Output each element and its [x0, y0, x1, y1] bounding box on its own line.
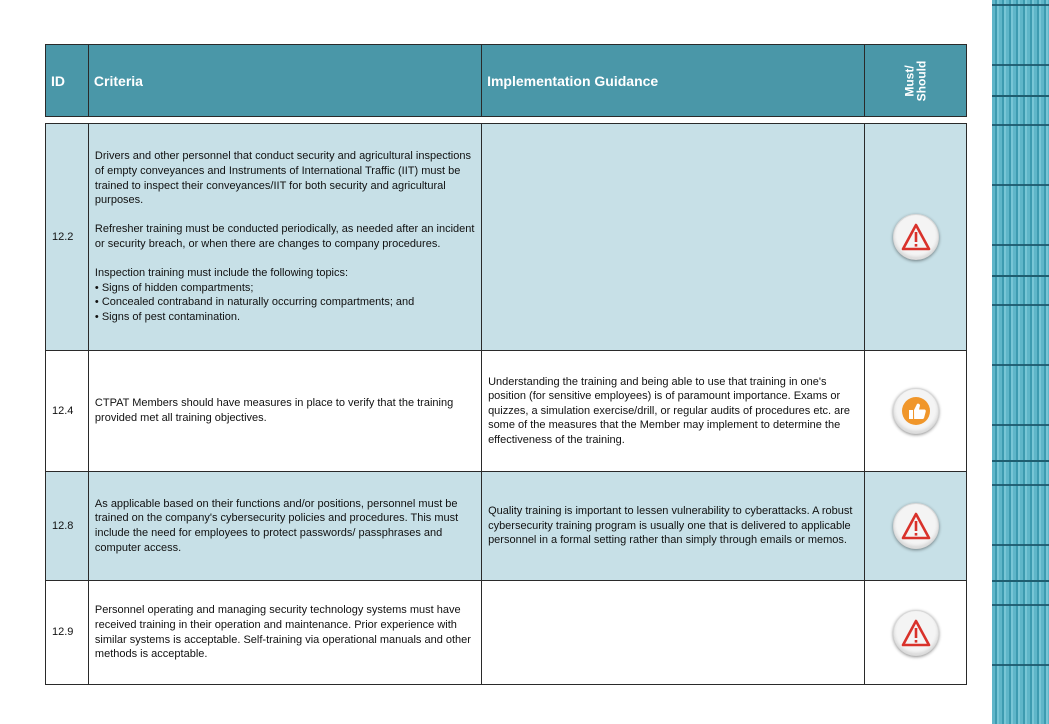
row-guidance-text: Understanding the training and being able to use that training in one's position (for sensitive employees) is of paramount importance. Exams or quizzes, a simulation exercise/drill, or regular audits of procedures etc. are some of the measures that the Member may implement to determine the effectiveness of the training.: [488, 375, 851, 446]
row-guidance: [482, 472, 865, 580]
row-must-should: [865, 581, 966, 684]
row-id: 12.8: [46, 472, 89, 580]
row-id: 12.9: [46, 581, 89, 684]
table-row: [46, 124, 966, 351]
warning-triangle-icon: [893, 503, 939, 549]
row-must-should: [865, 472, 966, 580]
row-criteria: [89, 124, 482, 350]
table-header: [45, 44, 967, 117]
row-criteria-text: CTPAT Members should have measures in place to verify that the training provided met all training objectives.: [94, 397, 454, 424]
container-band: [992, 275, 1049, 277]
row-guidance: [482, 351, 865, 471]
container-band: [992, 580, 1049, 582]
row-criteria: [89, 581, 482, 684]
header-must-should-label: Must/ Should: [902, 60, 929, 101]
row-id: 12.4: [46, 351, 89, 471]
warning-triangle-icon: [893, 610, 939, 656]
table-row: [46, 472, 966, 581]
row-criteria: [89, 351, 482, 471]
row-must-should: [865, 351, 966, 471]
table-row: [46, 351, 966, 472]
header-guidance: Implementation Guidance: [482, 45, 865, 116]
row-criteria: [89, 472, 482, 580]
row-must-should: [865, 124, 966, 350]
shipping-container-decoration: [992, 0, 1049, 724]
row-id: 12.2: [46, 124, 89, 350]
header-id: ID: [46, 45, 89, 116]
header-must-should: [865, 45, 966, 116]
warning-triangle-icon: [893, 214, 939, 260]
container-band: [992, 95, 1049, 97]
thumbs-up-icon: [893, 388, 939, 434]
table-row: [46, 581, 966, 684]
table-body: [45, 123, 967, 685]
container-band: [992, 460, 1049, 462]
row-criteria-text: Drivers and other personnel that conduct security and agricultural inspections of empty conveyances and Instruments of International Traffic (IIT) must be trained to inspect their conveyances/IIT for both security and agricultural purposes. Refresher training must be conducted periodically, as needed after an incident or security breach, or when there are changes to company procedures. Inspection training must include the following topics: • Signs of hidden compartments; • Concealed contraband in naturally occurring compartments; and • Signs of pest contamination.: [94, 150, 475, 323]
row-guidance-text: Quality training is important to lessen vulnerability to cyberattacks. A robust cybersecurity training program is usually one that is delivered to applicable personnel in a formal setting rather than simply through emails or memos.: [488, 505, 853, 547]
row-criteria-text: Personnel operating and managing security technology systems must have received training in their operation and maintenance. Prior experience with similar systems is acceptable. Self-training via operational manuals and other methods is acceptable.: [94, 604, 471, 661]
row-criteria-text: As applicable based on their functions and/or positions, personnel must be trained on the company's cybersecurity policies and procedures. This must include the need for employees to protect passwords/ passphrases and computer access.: [94, 497, 459, 554]
row-guidance: [482, 124, 865, 350]
row-guidance: [482, 581, 865, 684]
header-criteria: Criteria: [89, 45, 482, 116]
